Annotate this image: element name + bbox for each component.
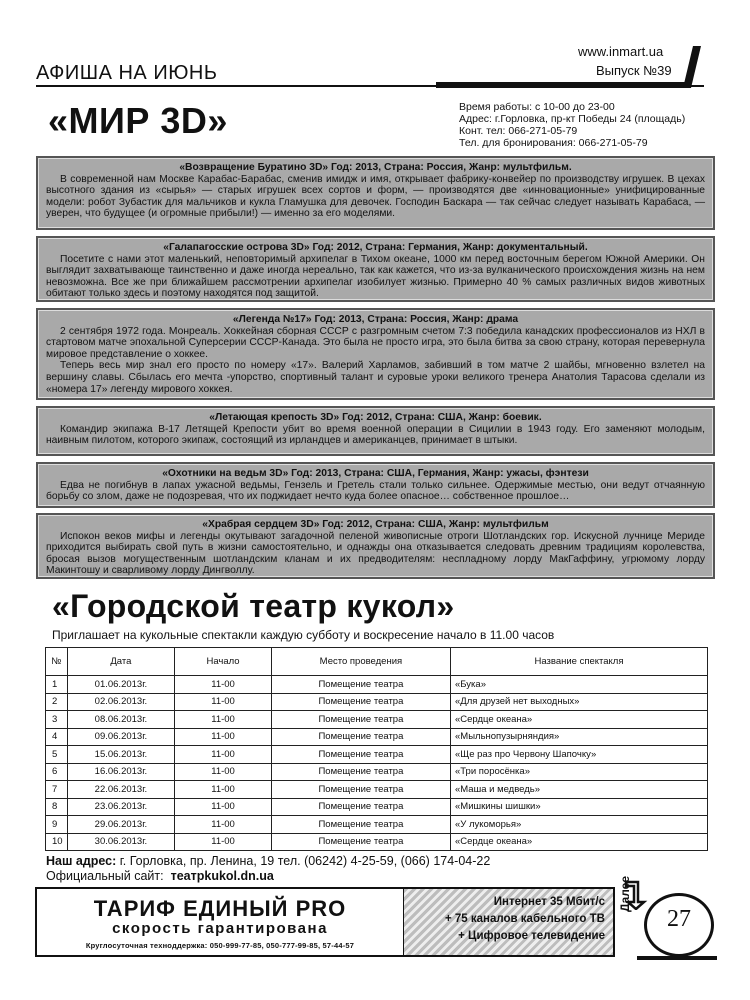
column-header-venue: Место проведения (271, 648, 450, 676)
film-title: «Летающая крепость 3D» Год: 2012, Страна: США, Жанр: боевик. (209, 412, 542, 423)
cell-title: «Бука» (451, 676, 708, 694)
cell-date: 29.06.2013г. (67, 816, 175, 834)
page-header-title: АФИША НА ИЮНЬ (36, 62, 218, 84)
cinema-hours: Время работы: с 10-00 до 23-00 (459, 101, 615, 113)
cell-title: «Три поросёнка» (451, 763, 708, 781)
cell-title: «Сердце океана» (451, 833, 708, 851)
website-label: Официальный сайт: (46, 869, 164, 883)
film-description: В современной нам Москве Карабас-Барабас, сменив имидж и имя, открывает фабрику-конвейер по производству игрушек. В цехах высотного здания из «сырья» — старых игрушек всех сортов и форм, — производятся две «инновационные» унифицированные модели: робот Зубастик для мальчиков и кукла Гламушка для девочек. Господин Баскара — так сейчас следует называть Карабаса, — уверен, что будущее (и огромные прибыли!) — именно за его моделями. (46, 173, 705, 220)
cell-date: 16.06.2013г. (67, 763, 175, 781)
banner-left-panel (37, 889, 403, 955)
column-header-number: № (46, 648, 68, 676)
cell-date: 30.06.2013г. (67, 833, 175, 851)
cell-venue: Помещение театра (271, 816, 450, 834)
website-url[interactable]: театрkukol.dn.ua (170, 869, 274, 883)
cell-title: «Мишкины шишки» (451, 798, 708, 816)
cell-date: 15.06.2013г. (67, 746, 175, 764)
cell-start: 11-00 (175, 693, 272, 711)
cell-date: 08.06.2013г. (67, 711, 175, 729)
column-header-start: Начало (175, 648, 272, 676)
film-card-witch-hunters (36, 462, 715, 508)
cinema-info (459, 101, 685, 149)
cell-date: 23.06.2013г. (67, 798, 175, 816)
cell-venue: Помещение театра (271, 728, 450, 746)
cell-venue: Помещение театра (271, 711, 450, 729)
film-card-brave (36, 513, 715, 579)
cell-start: 11-00 (175, 763, 272, 781)
cable-tv-channels: + 75 каналов кабельного ТВ (444, 913, 605, 925)
site-url: www.inmart.ua (578, 44, 664, 59)
table-row (46, 798, 708, 816)
cell-title: «Ще раз про Червону Шапочку» (451, 746, 708, 764)
film-card-buratino (36, 156, 715, 230)
issue-number: Выпуск №39 (596, 63, 672, 78)
table-row (46, 816, 708, 834)
film-description-continued: Теперь весь мир знал его просто по номеру «17». Валерий Харламов, забивший в том матче 2 шайбы, мгновенно взлетел на вершину славы. Сбылась его мечта -упорство, спортивный талант и суровые уроки великого тренера Анатолия Тарасова сделали из «номера 17» легенду мирового хоккея. (46, 360, 705, 395)
table-row (46, 728, 708, 746)
cell-number: 4 (46, 728, 68, 746)
cell-start: 11-00 (175, 728, 272, 746)
address-label: Наш адрес: (46, 854, 117, 868)
table-row (46, 746, 708, 764)
theater-address (46, 854, 490, 868)
cell-number: 6 (46, 763, 68, 781)
cell-title: «Маша и медведь» (451, 781, 708, 799)
cell-number: 2 (46, 693, 68, 711)
cell-date: 01.06.2013г. (67, 676, 175, 694)
film-card-flying-fortress (36, 406, 715, 456)
cell-title: «У лукоморья» (451, 816, 708, 834)
theater-title: «Городской театр кукол» (52, 588, 455, 624)
table-row (46, 763, 708, 781)
cell-start: 11-00 (175, 711, 272, 729)
header-bar (436, 82, 686, 88)
film-description: 2 сентября 1972 года. Монреаль. Хоккейная сборная СССР с разгромным счетом 7:3 победила канадских профессионалов из НХЛ в стартовом матче эпохальной Суперсерии СССР-Канада. Это была не просто игра, это была битва за свою страну, которая перевернула мировое представление о хоккее. (46, 325, 705, 360)
film-description: Испокон веков мифы и легенды окутывают загадочной пеленой живописные отроги Шотландских гор. Искусной лучнице Мериде приходится выбирать свой путь в жизни самостоятельно, и однажды она отказывается следовать древним традициям королевства, бросая вызов могущественным шотландским кланам и их предводителям: неспладному лорду МакГаффину, угрюмому лорду Макинтошу и сварливому лорду Дингволлу. (46, 530, 705, 577)
table-row (46, 781, 708, 799)
cell-venue: Помещение театра (271, 833, 450, 851)
next-page-label[interactable]: Далее (618, 875, 632, 912)
tariff-banner (35, 887, 615, 957)
theater-subtitle: Приглашает на кукольные спектакли каждую субботу и воскресение начало в 11.00 часов (52, 628, 555, 642)
address-text: г. Горловка, пр. Ленина, 19 тел. (06242) 4-25-59, (066) 174-04-22 (116, 854, 491, 868)
cell-start: 11-00 (175, 676, 272, 694)
internet-speed: Интернет 35 Мбит/с (493, 896, 605, 908)
table-row (46, 711, 708, 729)
cell-date: 02.06.2013г. (67, 693, 175, 711)
shows-table (45, 647, 708, 851)
cell-start: 11-00 (175, 816, 272, 834)
cell-number: 9 (46, 816, 68, 834)
table-row (46, 693, 708, 711)
cinema-title: «МИР 3D» (48, 100, 228, 141)
cell-number: 8 (46, 798, 68, 816)
cell-venue: Помещение театра (271, 763, 450, 781)
column-header-date: Дата (67, 648, 175, 676)
table-row (46, 833, 708, 851)
film-card-galapagos (36, 236, 715, 302)
column-header-title: Название спектакля (451, 648, 708, 676)
cell-venue: Помещение театра (271, 676, 450, 694)
cell-number: 5 (46, 746, 68, 764)
film-title: «Галапагосские острова 3D» Год: 2012, Страна: Германия, Жанр: документальный. (163, 242, 588, 253)
cell-number: 1 (46, 676, 68, 694)
cell-start: 11-00 (175, 833, 272, 851)
film-title: «Охотники на ведьм 3D» Год: 2013, Страна: США, Германия, Жанр: ужасы, фэнтези (162, 468, 589, 479)
cinema-address: Адрес: г.Горловка, пр-кт Победы 24 (площадь) (459, 113, 686, 125)
shows-table-body (46, 676, 708, 851)
film-card-legend17 (36, 308, 715, 400)
cell-venue: Помещение театра (271, 798, 450, 816)
cell-venue: Помещение театра (271, 693, 450, 711)
cell-number: 3 (46, 711, 68, 729)
tariff-slogan: скорость гарантирована (112, 920, 328, 937)
support-phones: Круглосуточная техноддержка: 050-999-77-85, 050-777-99-85, 57-44-57 (85, 941, 355, 950)
page-number-underline (637, 956, 717, 960)
cell-title: «Сердце океана» (451, 711, 708, 729)
banner-right-panel (403, 889, 613, 955)
cell-start: 11-00 (175, 781, 272, 799)
cell-start: 11-00 (175, 798, 272, 816)
header-slash-decoration (683, 46, 701, 88)
cell-number: 10 (46, 833, 68, 851)
cell-venue: Помещение театра (271, 746, 450, 764)
film-description: Посетите с нами этот маленький, неповторимый архипелаг в Тихом океане, 1000 км перед восточным берегом Южной Америки. Он выглядит захватывающе таинственно и даже иногда нереально, так как кажется, что из-за вулканического происхождения жизнь на нем невозможна. Все же при ближайшем рассмотрении архипелаг изобилует жизнью. Примерно 40 % самых различных видов животных обитают только здесь и поэтому находятся под защитой. (46, 253, 705, 300)
film-title: «Храбрая сердцем 3D» Год: 2012, Страна: США, Жанр: мультфильм (202, 519, 549, 530)
table-header-row (46, 648, 708, 676)
tariff-name: ТАРИФ ЕДИНЫЙ PRO (93, 896, 347, 921)
film-title: «Возвращение Буратино 3D» Год: 2013, Страна: Россия, Жанр: мультфильм. (179, 162, 572, 173)
cell-title: «Для друзей нет выходных» (451, 693, 708, 711)
cell-title: «Мыльнопузырняндия» (451, 728, 708, 746)
theater-website (46, 869, 274, 883)
cinema-booking-phone: Тел. для бронирования: 066-271-05-79 (459, 137, 648, 149)
film-description: Командир экипажа B-17 Летящей Крепости убит во время военной операции в Сицилии в 1943 году. Его заменяют молодым, наивным пилотом, которого экипаж, состоящий из ирландцев и американцев, принимает в штыки. (46, 423, 705, 447)
digital-tv: + Цифровое телевидение (458, 930, 605, 942)
page-number: 27 (667, 906, 691, 932)
table-row (46, 676, 708, 694)
cell-number: 7 (46, 781, 68, 799)
cell-date: 22.06.2013г. (67, 781, 175, 799)
film-title: «Легенда №17» Год: 2013, Страна: Россия, Жанр: драма (232, 314, 519, 325)
cell-start: 11-00 (175, 746, 272, 764)
cell-venue: Помещение театра (271, 781, 450, 799)
cinema-phone: Конт. тел: 066-271-05-79 (459, 125, 578, 137)
cell-date: 09.06.2013г. (67, 728, 175, 746)
film-description: Едва не погибнув в лапах ужасной ведьмы, Гензель и Гретель стали только сильнее. Одержимые местью, они ведут отчаянную борьбу со злом, даже не подозревая, что их поджидает нечто куда более опасное… собственное прошлое… (46, 479, 705, 503)
